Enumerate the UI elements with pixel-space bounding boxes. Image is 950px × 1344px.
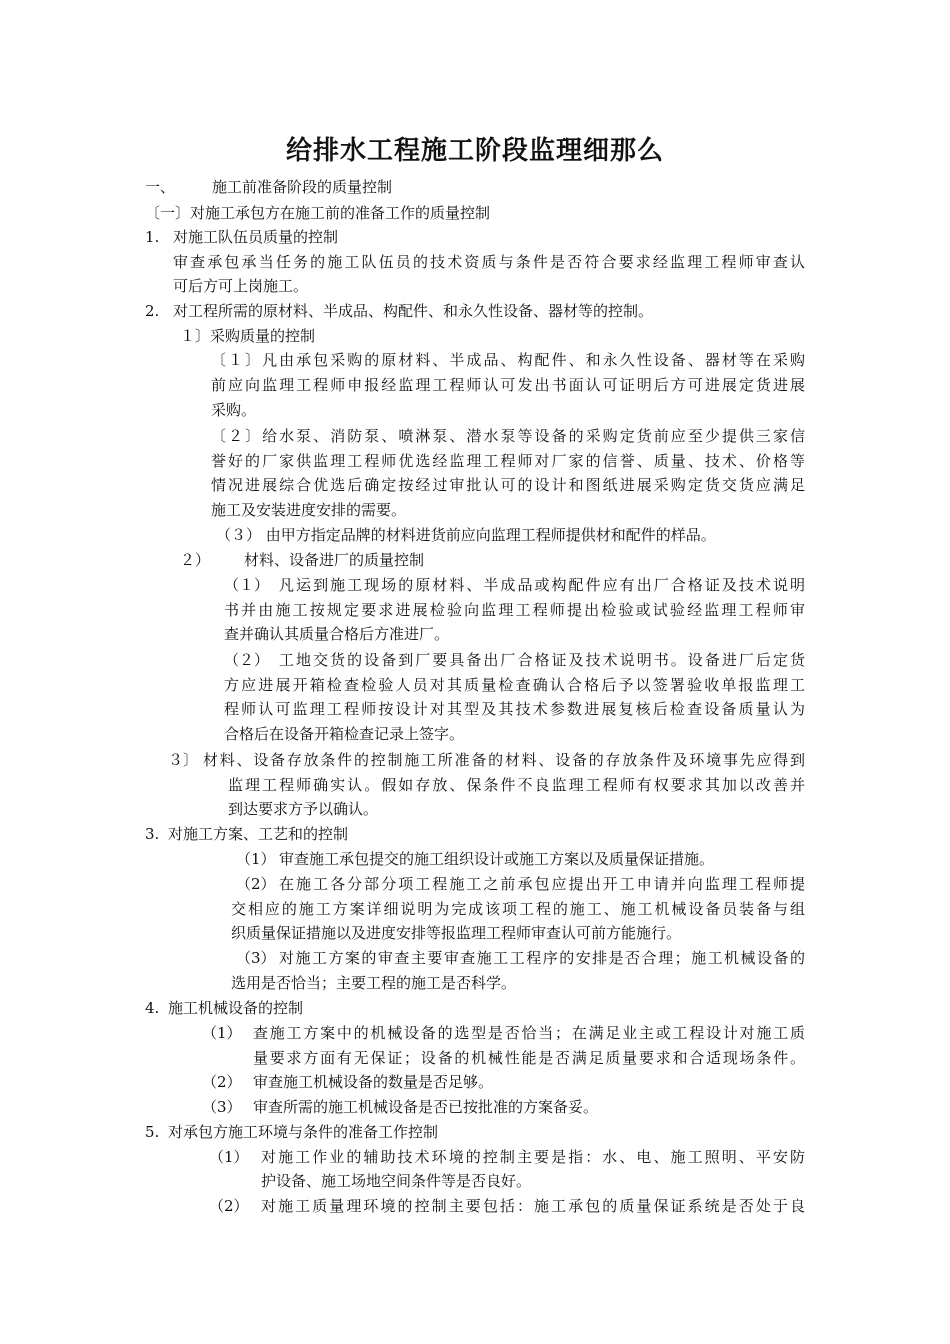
item-number: 3. [145,825,160,843]
paragraph-number: （１） [224,576,270,594]
item-number: 4. [145,999,160,1017]
paragraph-number: （1） [236,850,276,868]
section-number: 一、 [145,178,176,196]
item-heading: 对施工队伍员质量的控制 [173,228,339,246]
paragraph-number: （2） [236,875,276,893]
paragraph-line: 查施工方案中的机械设备的选型是否恰当；在满足业主或工程设计对施工质 [253,1024,805,1042]
paragraph-line: 施工及安装进度安排的需要。 [211,501,407,519]
paragraph-line: 材料、设备存放条件的控制施工所准备的材料、设备的存放条件及环境事先应得到 [203,751,805,769]
subsection-heading: 〔一〕对施工承包方在施工前的准备工作的质量控制 [145,204,491,222]
paragraph-number: （1） [209,1148,249,1166]
paragraph-line: 到达要求方予以确认。 [228,800,379,818]
sub-item-number: ３〕 [168,751,199,769]
paragraph-line: 交相应的施工方案详细说明为完成该项工程的施工、施工机械设备员装备与组 [231,900,805,918]
paragraph-number: （2） [209,1197,249,1215]
document-title: 给排水工程施工阶段监理细那么 [285,136,664,166]
paragraph-line: 〔２〕给水泵、消防泵、喷淋泵、潜水泵等设备的采购定货前应至少提供三家信 [211,427,805,445]
item-heading: 对工程所需的原材料、半成品、构配件、和永久性设备、器材等的控制。 [173,302,654,320]
paragraph-line: 前应向监理工程师申报经监理工程师认可发出书面认可证明后方可进展定货进展 [211,376,805,394]
paragraph-line: 凡运到施工现场的原材料、半成品或构配件应有出厂合格证及技术说明 [279,576,805,594]
section-heading: 施工前准备阶段的质量控制 [212,178,393,196]
paragraph-line: 对施工方案的审查主要审查施工工程序的安排是否合理；施工机械设备的 [279,949,805,967]
paragraph-line: （３） 由甲方指定品牌的材料进货前应向监理工程师提供材和配件的样品。 [216,526,716,544]
paragraph-line: 监理工程师确实认。假如存放、保条件不良监理工程师有权要求其加以改善并 [228,776,805,794]
paragraph-line: 审查施工机械设备的数量是否足够。 [253,1073,494,1091]
sub-item-heading: 材料、设备进厂的质量控制 [244,551,425,569]
paragraph-line: 誉好的厂家供监理工程师优选经监理工程师对厂家的信誉、质量、技术、价格等 [211,452,805,470]
item-number: 2. [145,302,160,320]
item-heading: 对施工方案、工艺和的控制 [168,825,349,843]
paragraph-line: 采购。 [211,401,257,419]
item-number: 1. [145,228,160,246]
paragraph-line: 审查所需的施工机械设备是否已按批准的方案备妥。 [253,1098,599,1116]
paragraph-line: 工地交货的设备到厂要具备出厂合格证及技术说明书。设备进厂后定货 [279,651,805,669]
paragraph-line: 书并由施工按规定要求进展检验向监理工程师提出检验或试验经监理工程师审 [224,601,805,619]
paragraph-line: 织质量保证措施以及进度安排等报监理工程师审查认可前方能施行。 [231,924,682,942]
paragraph-line: 审查施工承包提交的施工组织设计或施工方案以及质量保证措施。 [279,850,715,868]
paragraph-number: （２） [224,651,270,669]
paragraph-line: 量要求方面有无保证；设备的机械性能是否满足质量要求和合适现场条件。 [253,1049,805,1067]
paragraph-line: 审查承包承当任务的施工队伍员的技术资质与条件是否符合要求经监理工程师审查认 [173,253,805,271]
paragraph-line: 情况进展综合优选后确定按经过审批认可的设计和图纸进展采购定货交货应满足 [211,476,805,494]
paragraph-line: 在施工各分部分项工程施工之前承包应提出开工申请并向监理工程师提 [279,875,805,893]
paragraph-line: 查并确认其质量合格后方准进厂。 [224,625,450,643]
sub-item-heading: １〕采购质量的控制 [180,327,316,345]
paragraph-line: 对施工作业的辅助技术环境的控制主要是指：水、电、施工照明、平安防 [261,1148,805,1166]
paragraph-number: （1） [202,1024,242,1042]
paragraph-line: 方应进展开箱检查检验人员对其质量检查确认合格后予以签署验收单报监理工 [224,676,805,694]
paragraph-line: 程师认可监理工程师按设计对其型及其技术参数进展复核后检查设备质量认为 [224,700,805,718]
item-number: 5. [145,1123,160,1141]
paragraph-number: （2） [202,1073,242,1091]
item-heading: 施工机械设备的控制 [168,999,304,1017]
paragraph-line: 〔１〕凡由承包采购的原材料、半成品、构配件、和永久性设备、器材等在采购 [211,351,805,369]
paragraph-line: 可后方可上岗施工。 [173,277,309,295]
paragraph-number: （3） [236,949,276,967]
paragraph-line: 护设备、施工场地空间条件等是否良好。 [261,1172,532,1190]
paragraph-line: 对施工质量理环境的控制主要包括：施工承包的质量保证系统是否处于良 [261,1197,805,1215]
paragraph-line: 合格后在设备开箱检查记录上签字。 [224,725,465,743]
paragraph-number: （3） [202,1098,242,1116]
paragraph-line: 选用是否恰当；主要工程的施工是否科学。 [231,974,517,992]
item-heading: 对承包方施工环境与条件的准备工作控制 [168,1123,439,1141]
sub-item-number: ２） [180,551,211,569]
